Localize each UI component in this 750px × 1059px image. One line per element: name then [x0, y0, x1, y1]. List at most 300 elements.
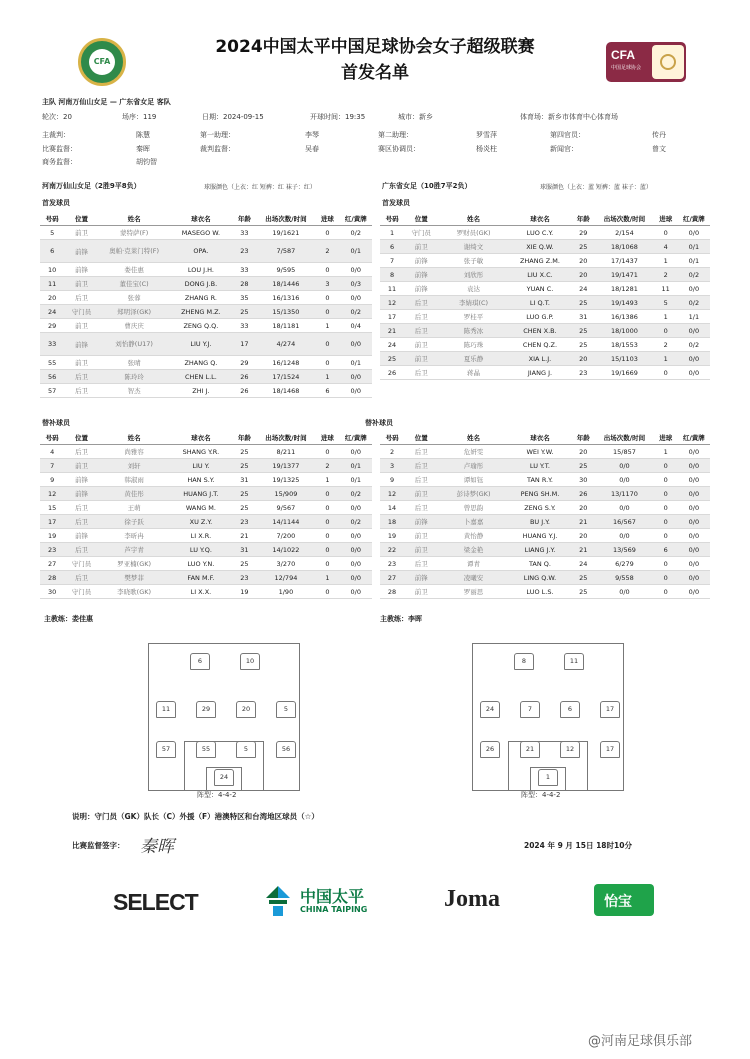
- player-jersey-icon: 57: [156, 741, 176, 758]
- table-cell: 56: [40, 370, 64, 384]
- table-cell: 12: [40, 487, 64, 501]
- table-cell: 前卫: [64, 277, 98, 291]
- column-header: 进球: [315, 431, 339, 445]
- official-value: 罗雪萍: [476, 131, 497, 139]
- table-cell: 0/3: [340, 277, 372, 291]
- table-cell: 0/0: [340, 333, 372, 356]
- table-cell: 18/1181: [257, 319, 316, 333]
- signature-label: 比赛监督签字：: [72, 841, 125, 850]
- player-jersey-icon: 1: [538, 769, 558, 786]
- official-value: 曾文: [652, 145, 666, 153]
- player-jersey-icon: 6: [190, 653, 210, 670]
- table-cell: 0/0: [340, 543, 372, 557]
- table-cell: 0/0: [340, 571, 372, 585]
- table-cell: 0: [315, 356, 339, 370]
- table-cell: 21: [232, 529, 256, 543]
- table-cell: XIA L.J.: [509, 352, 571, 366]
- table-cell: 1: [315, 473, 339, 487]
- table-cell: 后卫: [64, 571, 98, 585]
- table-cell: 16/1316: [257, 291, 316, 305]
- table-cell: 前锋: [404, 515, 438, 529]
- column-header: 出场次数/时间: [257, 431, 316, 445]
- table-cell: 15/1350: [257, 305, 316, 319]
- table-cell: 前卫: [404, 487, 438, 501]
- table-cell: 2: [315, 459, 339, 473]
- table-cell: 0/0: [340, 529, 372, 543]
- table-cell: LUO Y.N.: [170, 557, 233, 571]
- table-cell: 19: [40, 529, 64, 543]
- official-value: 吴春: [305, 145, 319, 153]
- table-cell: HUANG Y.J.: [509, 529, 571, 543]
- table-cell: 曾思韵: [438, 501, 508, 515]
- table-cell: 奥帕·克莱门特(F): [99, 240, 170, 263]
- player-jersey-icon: 26: [480, 741, 500, 758]
- table-cell: WEI Y.W.: [509, 445, 571, 459]
- table-cell: 2/154: [595, 226, 653, 240]
- table-cell: 曹庆庆: [99, 319, 170, 333]
- table-cell: BU J.Y.: [509, 515, 571, 529]
- table-row: [380, 324, 710, 338]
- table-cell: 25: [571, 240, 595, 254]
- table-cell: 6: [380, 240, 404, 254]
- table-cell: 前卫: [64, 319, 98, 333]
- table-cell: LU Y.Q.: [170, 543, 233, 557]
- column-header: 位置: [64, 212, 98, 226]
- table-cell: LUO G.P.: [509, 310, 571, 324]
- table-cell: 25: [571, 296, 595, 310]
- player-jersey-icon: 17: [600, 741, 620, 758]
- table-cell: 凌曦安: [438, 571, 508, 585]
- table-cell: 12/794: [257, 571, 316, 585]
- table-cell: 12: [380, 487, 404, 501]
- table-cell: ZENG S.Y.: [509, 501, 571, 515]
- table-cell: 0: [315, 263, 339, 277]
- official-value: 杨炎柱: [476, 145, 497, 153]
- table-cell: 26: [571, 487, 595, 501]
- column-header: 进球: [654, 212, 678, 226]
- table-cell: 0: [654, 585, 678, 599]
- away-subs-label: 替补球员: [365, 419, 393, 427]
- table-cell: 18/1068: [595, 240, 653, 254]
- table-cell: OPA.: [170, 240, 233, 263]
- table-cell: 1: [654, 352, 678, 366]
- table-cell: 23: [232, 571, 256, 585]
- table-row: [40, 557, 372, 571]
- table-cell: 2: [654, 338, 678, 352]
- table-row: [380, 296, 710, 310]
- table-cell: 0/0: [678, 459, 710, 473]
- table-cell: 1: [654, 310, 678, 324]
- table-cell: 55: [40, 356, 64, 370]
- table-cell: 前锋: [64, 240, 98, 263]
- table-cell: 25: [380, 352, 404, 366]
- away-starters-label: 首发球员: [382, 199, 410, 207]
- table-cell: CHEN Q.Z.: [509, 338, 571, 352]
- official-value: 传丹: [652, 131, 666, 139]
- cbest-text: 怡宝: [604, 894, 632, 910]
- round-info: 轮次：20: [42, 113, 72, 121]
- table-cell: 0: [315, 515, 339, 529]
- column-header: 号码: [380, 212, 404, 226]
- table-cell: 前锋: [64, 529, 98, 543]
- table-cell: 19: [232, 585, 256, 599]
- table-cell: 张蓉: [99, 291, 170, 305]
- cfa-logo-right-sub: 中国足球协会: [611, 65, 642, 71]
- away-starters-table: [380, 212, 710, 380]
- table-cell: 31: [232, 543, 256, 557]
- table-cell: 1/90: [257, 585, 316, 599]
- column-header: 姓名: [438, 212, 508, 226]
- table-cell: 前卫: [404, 240, 438, 254]
- table-cell: 陈玲玲: [99, 370, 170, 384]
- table-cell: HAN S.Y.: [170, 473, 233, 487]
- player-jersey-icon: 17: [600, 701, 620, 718]
- table-cell: 后卫: [404, 501, 438, 515]
- table-cell: 刘轩: [99, 459, 170, 473]
- table-cell: 6: [315, 384, 339, 398]
- table-row: [40, 370, 372, 384]
- table-cell: 0: [315, 305, 339, 319]
- official-label: 新闻官：: [550, 145, 578, 153]
- column-header: 号码: [40, 431, 64, 445]
- table-cell: 黄怡静: [438, 529, 508, 543]
- table-cell: 0/0: [678, 366, 710, 380]
- table-cell: CHEN L.L.: [170, 370, 233, 384]
- table-row: [380, 366, 710, 380]
- table-cell: 0/0: [595, 501, 653, 515]
- table-cell: 后卫: [64, 501, 98, 515]
- table-cell: 0: [654, 226, 678, 240]
- home-subs-table: [40, 431, 372, 599]
- player-jersey-icon: 56: [276, 741, 296, 758]
- table-cell: 19/1377: [257, 459, 316, 473]
- table-cell: 26: [232, 370, 256, 384]
- home-starters-label: 首发球员: [42, 199, 70, 207]
- table-cell: 守门员: [64, 585, 98, 599]
- table-cell: 0/0: [678, 515, 710, 529]
- table-cell: 16/1386: [595, 310, 653, 324]
- table-cell: 1: [654, 254, 678, 268]
- table-cell: 16/567: [595, 515, 653, 529]
- official-label: 第一助理：: [200, 131, 235, 139]
- table-cell: 0/0: [595, 473, 653, 487]
- table-cell: 守门员: [64, 305, 98, 319]
- table-row: [380, 310, 710, 324]
- table-cell: 15/909: [257, 487, 316, 501]
- table-row: [40, 445, 372, 459]
- table-cell: 0/0: [595, 585, 653, 599]
- table-cell: 前锋: [64, 473, 98, 487]
- china-taiping-icon: [263, 884, 293, 918]
- table-cell: 0: [315, 291, 339, 305]
- table-cell: LI X.X.: [170, 585, 233, 599]
- table-cell: 14/1144: [257, 515, 316, 529]
- table-cell: 0/0: [678, 282, 710, 296]
- official-label: 商务监督：: [42, 158, 77, 166]
- column-header: 年龄: [571, 431, 595, 445]
- table-cell: 19/1471: [595, 268, 653, 282]
- table-row: [40, 277, 372, 291]
- table-cell: 25: [571, 338, 595, 352]
- table-cell: 后卫: [404, 310, 438, 324]
- table-cell: 0/0: [678, 585, 710, 599]
- table-cell: 20: [571, 445, 595, 459]
- table-cell: 卢瑜彤: [438, 459, 508, 473]
- table-cell: 20: [571, 352, 595, 366]
- table-cell: 前卫: [404, 543, 438, 557]
- table-cell: 董佳宝(C): [99, 277, 170, 291]
- table-cell: 后卫: [404, 473, 438, 487]
- table-cell: 前卫: [64, 356, 98, 370]
- table-row: [40, 333, 372, 356]
- table-cell: TAN R.Y.: [509, 473, 571, 487]
- table-cell: 22: [380, 543, 404, 557]
- table-cell: XU Z.Y.: [170, 515, 233, 529]
- cfa-logo-right-text: CFA: [611, 48, 635, 62]
- table-row: [40, 240, 372, 263]
- table-cell: 娄佳惠: [99, 263, 170, 277]
- table-cell: 23: [380, 557, 404, 571]
- table-cell: 0/0: [678, 571, 710, 585]
- table-cell: 15/1103: [595, 352, 653, 366]
- table-cell: 李晓歌(GK): [99, 585, 170, 599]
- table-cell: 2: [315, 240, 339, 263]
- table-cell: CHEN X.B.: [509, 324, 571, 338]
- table-row: [380, 487, 710, 501]
- table-cell: 9/558: [595, 571, 653, 585]
- cbest-logo: [594, 884, 654, 916]
- table-cell: 8: [380, 268, 404, 282]
- table-cell: 25: [571, 585, 595, 599]
- player-jersey-icon: 12: [560, 741, 580, 758]
- column-header: 红/黄牌: [678, 212, 710, 226]
- table-row: [40, 319, 372, 333]
- table-cell: 芦宇青: [99, 543, 170, 557]
- table-cell: 后卫: [64, 370, 98, 384]
- table-cell: 25: [571, 324, 595, 338]
- player-jersey-icon: 55: [196, 741, 216, 758]
- table-row: [380, 226, 710, 240]
- table-cell: 0/2: [678, 338, 710, 352]
- table-cell: 14/1022: [257, 543, 316, 557]
- signature: 秦晖: [140, 837, 174, 857]
- table-cell: JIANG J.: [509, 366, 571, 380]
- official-value: 李琴: [305, 131, 319, 139]
- table-cell: 0/1: [340, 459, 372, 473]
- table-cell: LIU Y.J.: [170, 333, 233, 356]
- table-cell: 0/0: [678, 557, 710, 571]
- table-cell: 0/2: [340, 487, 372, 501]
- table-cell: 26: [232, 384, 256, 398]
- table-cell: 6/279: [595, 557, 653, 571]
- table-cell: 0/0: [340, 384, 372, 398]
- table-cell: 0/2: [340, 226, 372, 240]
- table-cell: 6: [654, 543, 678, 557]
- table-cell: 25: [232, 501, 256, 515]
- table-cell: SHANG Y.R.: [170, 445, 233, 459]
- date-info: 日期：2024-09-15: [202, 113, 264, 121]
- table-cell: 33: [232, 263, 256, 277]
- table-cell: 前锋: [64, 487, 98, 501]
- china-taiping-en: CHINA TAIPING: [300, 905, 368, 914]
- table-cell: 0/1: [678, 254, 710, 268]
- player-jersey-icon: 6: [560, 701, 580, 718]
- table-cell: 0/1: [340, 240, 372, 263]
- table-cell: 31: [232, 473, 256, 487]
- table-cell: 李昕冉: [99, 529, 170, 543]
- column-header: 出场次数/时间: [595, 212, 653, 226]
- player-jersey-icon: 11: [156, 701, 176, 718]
- table-cell: 23: [40, 543, 64, 557]
- table-cell: 李婧琪(C): [438, 296, 508, 310]
- table-cell: 7: [380, 254, 404, 268]
- table-cell: 6: [40, 240, 64, 263]
- table-cell: 33: [232, 226, 256, 240]
- table-cell: LUO L.S.: [509, 585, 571, 599]
- table-cell: 后卫: [64, 543, 98, 557]
- column-header: 出场次数/时间: [257, 212, 316, 226]
- table-cell: 后卫: [404, 459, 438, 473]
- table-cell: LIU X.C.: [509, 268, 571, 282]
- column-header: 姓名: [438, 431, 508, 445]
- table-cell: 0: [315, 487, 339, 501]
- table-cell: 11: [654, 282, 678, 296]
- page-subtitle: 首发名单: [341, 63, 409, 83]
- player-jersey-icon: 8: [514, 653, 534, 670]
- table-cell: 0: [654, 324, 678, 338]
- table-cell: 23: [232, 240, 256, 263]
- table-row: [380, 529, 710, 543]
- column-header: 出场次数/时间: [595, 431, 653, 445]
- table-cell: ZHANG R.: [170, 291, 233, 305]
- table-cell: 0/1: [340, 473, 372, 487]
- table-cell: 25: [571, 459, 595, 473]
- column-header: 号码: [380, 431, 404, 445]
- table-cell: 韩淑雨: [99, 473, 170, 487]
- table-cell: ZHANG Z.M.: [509, 254, 571, 268]
- table-cell: LING Q.W.: [509, 571, 571, 585]
- home-starters-table: [40, 212, 372, 398]
- table-cell: 25: [232, 305, 256, 319]
- table-cell: 前锋: [404, 571, 438, 585]
- table-cell: 前锋: [404, 282, 438, 296]
- table-cell: 25: [232, 459, 256, 473]
- table-cell: 25: [571, 571, 595, 585]
- table-cell: 19/1493: [595, 296, 653, 310]
- table-cell: 后卫: [64, 445, 98, 459]
- table-cell: LIANG J.Y.: [509, 543, 571, 557]
- table-cell: 前锋: [64, 263, 98, 277]
- table-cell: 3/270: [257, 557, 316, 571]
- table-cell: 18/1281: [595, 282, 653, 296]
- cfa-logo-right: [606, 42, 686, 82]
- table-cell: 黄佳彤: [99, 487, 170, 501]
- legend-note: 说明：守门员（GK）队长（C）外援（F）港澳特区和台湾地区球员（☆）: [72, 812, 319, 821]
- player-jersey-icon: 7: [520, 701, 540, 718]
- column-header: 号码: [40, 212, 64, 226]
- player-jersey-icon: 24: [214, 769, 234, 786]
- column-header: 年龄: [232, 431, 256, 445]
- column-header: 位置: [64, 431, 98, 445]
- column-header: 红/黄牌: [678, 431, 710, 445]
- table-cell: 彭诗梦(GK): [438, 487, 508, 501]
- table-cell: 18/1446: [257, 277, 316, 291]
- table-cell: 4/274: [257, 333, 316, 356]
- official-label: 第四官员：: [550, 131, 585, 139]
- table-cell: 33: [40, 333, 64, 356]
- table-cell: 18: [380, 515, 404, 529]
- table-cell: 30: [40, 585, 64, 599]
- table-cell: 13/569: [595, 543, 653, 557]
- table-cell: FAN M.F.: [170, 571, 233, 585]
- home-coach: 主教练：娄佳惠: [44, 615, 93, 623]
- column-header: 红/黄牌: [340, 212, 372, 226]
- table-cell: 4: [40, 445, 64, 459]
- home-team-name: 河南万仙山女足（2胜9平8负）: [42, 182, 141, 190]
- table-cell: 13/1170: [595, 487, 653, 501]
- table-cell: 王萌: [99, 501, 170, 515]
- table-cell: 后卫: [64, 515, 98, 529]
- table-cell: 20: [571, 501, 595, 515]
- table-cell: TAN Q.: [509, 557, 571, 571]
- table-cell: 0: [315, 226, 339, 240]
- table-cell: ZHANG Q.: [170, 356, 233, 370]
- official-label: 赛区协调员：: [378, 145, 420, 153]
- table-cell: 0: [654, 487, 678, 501]
- table-cell: 前锋: [404, 254, 438, 268]
- signed-time: 2024 年 9 月 15日 18时10分: [524, 841, 632, 850]
- away-coach: 主教练：李晖: [380, 615, 422, 623]
- column-header: 年龄: [232, 212, 256, 226]
- table-cell: 谭如钰: [438, 473, 508, 487]
- table-cell: 33: [232, 319, 256, 333]
- table-cell: 罗财员(GK): [438, 226, 508, 240]
- table-cell: 郑明泽(GK): [99, 305, 170, 319]
- table-cell: 0: [315, 557, 339, 571]
- column-header: 球衣名: [509, 212, 571, 226]
- table-cell: ZENG Q.Q.: [170, 319, 233, 333]
- column-header: 姓名: [99, 212, 170, 226]
- player-jersey-icon: 29: [196, 701, 216, 718]
- table-cell: 陈秀冰: [438, 324, 508, 338]
- select-logo: SELECT: [113, 889, 198, 915]
- table-cell: 后卫: [404, 557, 438, 571]
- china-taiping-cn: 中国太平: [300, 887, 365, 906]
- table-cell: 后卫: [404, 445, 438, 459]
- table-cell: 0: [315, 529, 339, 543]
- column-header: 球衣名: [170, 431, 233, 445]
- table-cell: 17/1524: [257, 370, 316, 384]
- table-cell: 前锋: [404, 268, 438, 282]
- table-cell: 0: [654, 571, 678, 585]
- table-cell: 4: [654, 240, 678, 254]
- table-cell: 张晴: [99, 356, 170, 370]
- official-value: 秦晖: [136, 145, 150, 153]
- table-cell: 30: [571, 473, 595, 487]
- table-cell: 20: [571, 254, 595, 268]
- table-cell: 陈巧珠: [438, 338, 508, 352]
- column-header: 年龄: [571, 212, 595, 226]
- table-cell: 29: [232, 356, 256, 370]
- column-header: 进球: [315, 212, 339, 226]
- table-row: [40, 384, 372, 398]
- table-cell: 25: [232, 557, 256, 571]
- away-formation: 阵型：4-4-2: [521, 791, 561, 799]
- teams-line: 主队 河南万仙山女足 — 广东省女足 客队: [42, 98, 171, 106]
- official-label: 第二助理：: [378, 131, 413, 139]
- table-cell: 0/0: [340, 370, 372, 384]
- cfa-logo-text: CFA: [89, 49, 115, 75]
